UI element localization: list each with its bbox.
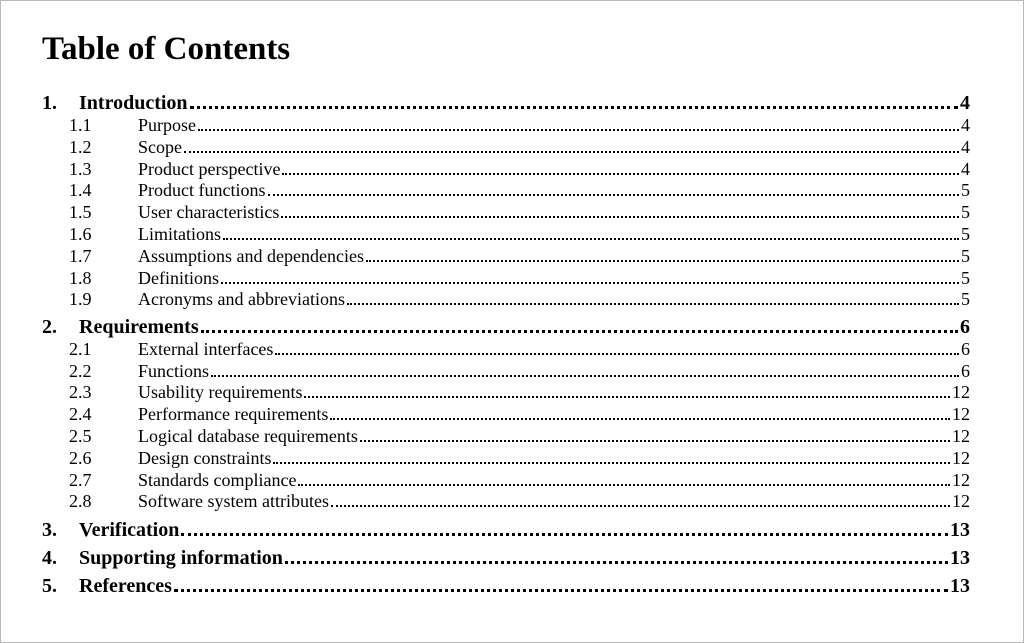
- toc-number: 1.1: [69, 115, 92, 135]
- toc-number: 2.2: [69, 361, 92, 381]
- toc-entry-functions[interactable]: [69, 361, 970, 382]
- toc-entry-product-perspective[interactable]: [69, 159, 970, 180]
- dot-leader: [366, 259, 959, 262]
- dot-leader: [360, 439, 950, 442]
- toc-entry-assumptions-and-dependencies[interactable]: [69, 246, 970, 267]
- toc-label: Software system attributes: [138, 491, 329, 511]
- toc-title: Table of Contents: [42, 31, 291, 67]
- toc-number: 2.1: [69, 339, 92, 359]
- toc-label: Scope: [138, 137, 182, 157]
- toc-number: 2.5: [69, 426, 92, 446]
- toc-entry-limitations[interactable]: [69, 224, 970, 245]
- toc-number: 2.: [42, 316, 57, 338]
- toc-entry-acronyms-and-abbreviations[interactable]: [69, 289, 970, 310]
- dot-leader: [330, 417, 950, 420]
- toc-number: 2.4: [69, 404, 92, 424]
- toc-entry-introduction[interactable]: [42, 91, 970, 115]
- toc-entry-design-constraints[interactable]: [69, 448, 970, 469]
- toc-label: Standards compliance: [138, 470, 297, 490]
- dot-leader: [198, 128, 959, 131]
- toc-page-number: 5: [961, 268, 970, 288]
- toc-number: 2.8: [69, 491, 92, 511]
- toc-entry-usability-requirements[interactable]: [69, 382, 970, 403]
- toc-page-number: 13: [950, 575, 970, 597]
- toc-label: Supporting information: [79, 547, 283, 569]
- dot-leader: [285, 560, 948, 564]
- toc-number: 1.6: [69, 224, 92, 244]
- toc-page-number: 5: [961, 202, 970, 222]
- toc-page-number: 6: [961, 339, 970, 359]
- dot-leader: [184, 150, 959, 153]
- toc-label: Acronyms and abbreviations: [138, 289, 345, 309]
- toc-entry-references[interactable]: [42, 574, 970, 598]
- toc-page-number: 12: [952, 448, 970, 468]
- toc-label: Logical database requirements: [138, 426, 358, 446]
- toc-entry-verification[interactable]: [42, 518, 970, 542]
- toc-number: 1.5: [69, 202, 92, 222]
- toc-label: Verification: [79, 519, 180, 541]
- toc-number: 1.4: [69, 180, 92, 200]
- dot-leader: [211, 374, 959, 377]
- toc-label: Assumptions and dependencies: [138, 246, 364, 266]
- toc-page-number: 4: [961, 137, 970, 157]
- toc-entry-performance-requirements[interactable]: [69, 404, 970, 425]
- toc-entry-supporting-information[interactable]: [42, 546, 970, 570]
- toc-label: External interfaces: [138, 339, 274, 359]
- dot-leader: [331, 504, 950, 507]
- toc-label: Purpose: [138, 115, 196, 135]
- toc-label: Performance requirements: [138, 404, 329, 424]
- toc-label: Definitions: [138, 268, 219, 288]
- toc-number: 2.6: [69, 448, 92, 468]
- toc-page-number: 12: [952, 491, 970, 511]
- toc-number: 2.3: [69, 382, 92, 402]
- dot-leader: [268, 193, 960, 196]
- toc-page-number: 12: [952, 404, 970, 424]
- toc-page-number: 12: [952, 426, 970, 446]
- toc-entry-definitions[interactable]: [69, 268, 970, 289]
- toc-number: 1.3: [69, 159, 92, 179]
- toc-number: 1.: [42, 92, 57, 114]
- toc-label: Requirements: [79, 316, 199, 338]
- dot-leader: [304, 395, 950, 398]
- toc-page-number: 5: [961, 289, 970, 309]
- toc-label: Introduction: [79, 92, 188, 114]
- toc-entry-logical-database-requirements[interactable]: [69, 426, 970, 447]
- toc-entry-external-interfaces[interactable]: [69, 339, 970, 360]
- toc-page-number: 12: [952, 382, 970, 402]
- toc-entry-purpose[interactable]: [69, 115, 970, 136]
- toc-number: 4.: [42, 547, 57, 569]
- dot-leader: [273, 461, 950, 464]
- toc-number: 1.8: [69, 268, 92, 288]
- dot-leader: [282, 172, 959, 175]
- dot-leader: [347, 302, 959, 305]
- toc-page-number: 4: [961, 159, 970, 179]
- toc-page-number: 5: [961, 224, 970, 244]
- toc-page-number: 5: [961, 246, 970, 266]
- toc-label: Functions: [138, 361, 210, 381]
- dot-leader: [174, 588, 948, 592]
- toc-entry-user-characteristics[interactable]: [69, 202, 970, 223]
- toc-number: 2.7: [69, 470, 92, 490]
- toc-label: Product functions: [138, 180, 266, 200]
- toc-entry-software-system-attributes[interactable]: [69, 491, 970, 512]
- toc-page-number: 12: [952, 470, 970, 490]
- dot-leader: [201, 329, 958, 333]
- toc-entry-standards-compliance[interactable]: [69, 470, 970, 491]
- dot-leader: [275, 352, 959, 355]
- dot-leader: [181, 532, 948, 536]
- toc-label: Design constraints: [138, 448, 272, 468]
- toc-entry-scope[interactable]: [69, 137, 970, 158]
- toc-number: 5.: [42, 575, 57, 597]
- toc-entry-requirements[interactable]: [42, 315, 970, 339]
- dot-leader: [281, 215, 959, 218]
- toc-label: References: [79, 575, 172, 597]
- toc-number: 1.7: [69, 246, 92, 266]
- toc-page-number: 13: [950, 547, 970, 569]
- toc-page-number: 5: [961, 180, 970, 200]
- toc-page-number: 13: [950, 519, 970, 541]
- toc-entry-product-functions[interactable]: [69, 180, 970, 201]
- toc-number: 3.: [42, 519, 57, 541]
- dot-leader: [223, 237, 959, 240]
- toc-page-number: 4: [960, 92, 970, 114]
- dot-leader: [221, 281, 959, 284]
- toc-page-number: 6: [961, 361, 970, 381]
- dot-leader: [298, 483, 950, 486]
- toc-label: Product perspective: [138, 159, 281, 179]
- toc-number: 1.9: [69, 289, 92, 309]
- toc-page-number: 6: [960, 316, 970, 338]
- toc-page-number: 4: [961, 115, 970, 135]
- dot-leader: [190, 105, 958, 109]
- toc-label: User characteristics: [138, 202, 280, 222]
- toc-label: Usability requirements: [138, 382, 303, 402]
- toc-number: 1.2: [69, 137, 92, 157]
- toc-label: Limitations: [138, 224, 221, 244]
